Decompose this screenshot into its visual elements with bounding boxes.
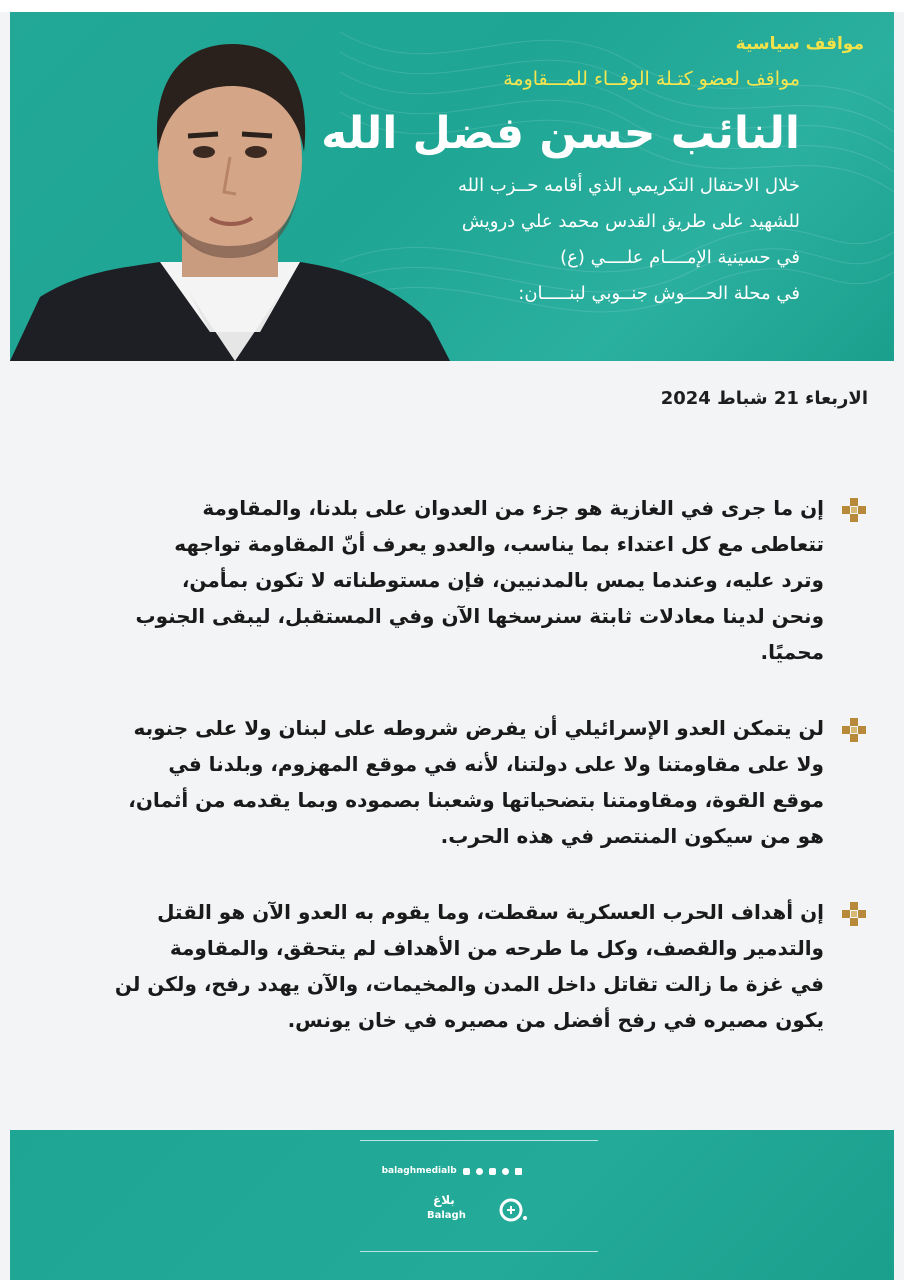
paragraph-line: إن ما جرى في الغازية هو جزء من العدوان على بلدنا، والمقاومة bbox=[202, 496, 824, 520]
paragraph-line: يكون مصيره في رفح أفضل من مصيره في خان يونس. bbox=[287, 1008, 824, 1032]
top-margin bbox=[0, 0, 904, 12]
social-handle-row bbox=[10, 1166, 894, 1177]
paragraph-line: إن أهداف الحرب العسكرية سقطت، وما يقوم به العدو الآن هو القتل bbox=[157, 900, 824, 924]
statements bbox=[38, 490, 868, 1078]
paragraph-line: ونحن لدينا معادلات ثابتة سنرسخها الآن وفي المستقبل، ليبقى الجنوب bbox=[135, 604, 824, 628]
tiktok-icon[interactable] bbox=[502, 1168, 509, 1175]
speaker-name: النائب حسن فضل الله bbox=[321, 108, 800, 159]
intro-line: خلال الاحتفال التكريمي الذي أقامه حــزب الله bbox=[457, 175, 800, 196]
diamond-bullet-icon bbox=[840, 716, 868, 744]
subtitle: مواقف لعضو كتـلة الوفــاء للمـــقاومة bbox=[503, 68, 800, 90]
category-label: مواقف سياسية bbox=[735, 34, 864, 54]
footer-divider-top bbox=[360, 1140, 598, 1141]
footer-banner bbox=[10, 1130, 894, 1280]
paragraph-line: هو من سيكون المنتصر في هذه الحرب. bbox=[440, 824, 824, 848]
footer-divider-bottom bbox=[360, 1251, 598, 1252]
paragraph-line: تتعاطى مع كل اعتداء بما يناسب، والعدو يعرف أنّ المقاومة تواجهه bbox=[174, 532, 824, 556]
paragraph-line: وترد عليه، وعندما يمس بالمدنيين، فإن مستوطناته لا تكون بمأمن، bbox=[181, 568, 824, 592]
intro-line: في محلة الحــــوش جنــوبي لبنـــــان: bbox=[518, 283, 800, 304]
diamond-bullet-icon bbox=[840, 900, 868, 928]
youtube-icon[interactable] bbox=[463, 1168, 470, 1175]
intro-line: في حسينية الإمــــام علــــي (ع) bbox=[560, 247, 800, 268]
paragraph-line: موقع القوة، ومقاومتنا بتضحياتها وشعبنا بصموده وبما يقدمه من أثمان، bbox=[128, 788, 824, 812]
facebook-icon[interactable] bbox=[476, 1168, 483, 1175]
paragraph-line: ولا على مقاومتنا ولا على دولتنا، لأنه في موقع المهزوم، وبلدنا في bbox=[168, 752, 824, 776]
logo-latin-text: Balagh bbox=[427, 1210, 466, 1221]
diamond-bullet-icon bbox=[840, 496, 868, 524]
header-banner bbox=[10, 12, 894, 361]
statement-paragraph bbox=[38, 894, 868, 1038]
instagram-icon[interactable] bbox=[489, 1168, 496, 1175]
paragraph-line: والتدمير والقصف، وكل ما طرحه من الأهداف لم يتحقق، والمقاومة bbox=[169, 936, 824, 960]
statement-paragraph bbox=[38, 490, 868, 670]
intro-line: للشهيد على طريق القدس محمد علي درويش bbox=[461, 211, 800, 232]
statement-paragraph bbox=[38, 710, 868, 854]
paragraph-line: في غزة ما زالت تقاتل داخل المدن والمخيمات، والآن يهدد رفح، ولكن لن bbox=[114, 972, 824, 996]
balagh-logo bbox=[415, 1192, 535, 1228]
x-icon[interactable] bbox=[515, 1168, 522, 1175]
date-label: الاربعاء 21 شباط 2024 bbox=[660, 388, 868, 409]
social-handle: balaghmedialb bbox=[381, 1166, 457, 1176]
paragraph-line: لن يتمكن العدو الإسرائيلي أن يفرض شروطه على لبنان ولا على جنوبه bbox=[133, 716, 824, 740]
paragraph-line: محميًا. bbox=[760, 640, 824, 664]
logo-arabic-text: بلاغ bbox=[433, 1193, 455, 1207]
intro-text bbox=[380, 168, 800, 312]
